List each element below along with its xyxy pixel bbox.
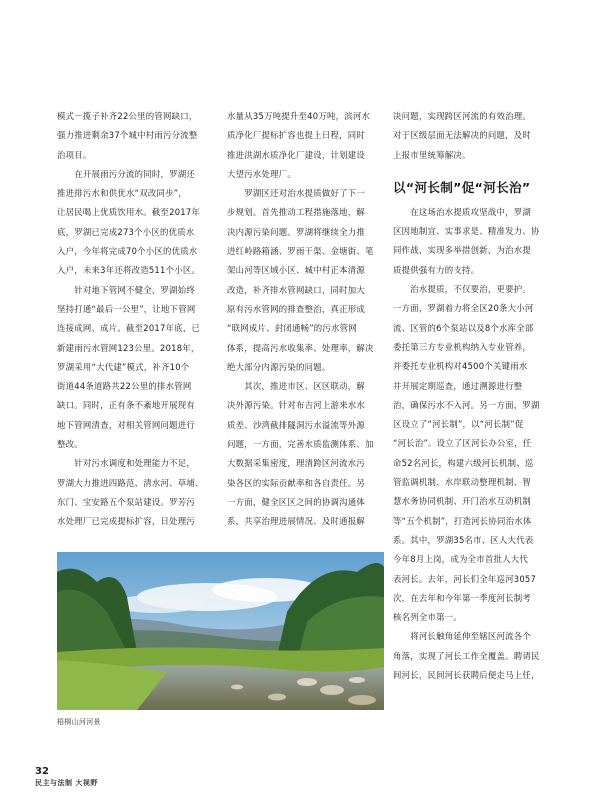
paragraph: 将河长触角延伸至辖区河流各个 角落，实现了河长工作全覆盖。聘请民 间河长，民间河长获聘后便走马上任， (393, 631, 540, 681)
page-number: 32 (35, 766, 49, 777)
paragraph: 其次，推进市区、区区联动，解 决外源污染。针对布吉河上游来水水 质差、沙湾截排隧洞污水溢流等外源 问题，一方面，完善水质监测体系、加 大数据采集密度，理清跨区河流水污 染各区的实际贡献率和各自责任。另 一方面，健全区区之间的协调沟通体 系，共享治理进展情况、及时通报解 (227, 381, 374, 527)
paragraph: 针对地下管网不健全，罗湖始终 坚持打通“最后一公里”，让地下管网 连接成网、成片。截至2017年底，已 新建雨污水管网123公里。2018年， 罗湖采用“大代建”模式，补齐10个 街道44条道路共22公里的排水管网 缺口。同时，正有条不紊地开展现有 地下管网清查，对相关管网问题进行 整改。 (57, 284, 201, 450)
paragraph: 在这场治水提质攻坚战中，罗湖 区因地制宜、实事求是、精准发力、协 同作战，实现多举措创新，为治水提 质提供强有力的支持。 (393, 206, 540, 275)
river-landscape-illustration (57, 552, 384, 710)
article-column-2 (227, 107, 387, 547)
paragraph: 在开展雨污分流的同时，罗湖还 推进排污水和供优水“双改同步”， 让居民喝上优质饮用水。截至2017年 底，罗湖已完成273个小区的优质水 入户，今年将完成70个小区的优质水 入户，未来3年还将改造511个小区。 (57, 168, 201, 276)
photo-caption: 梧桐山河河景 (57, 718, 101, 726)
paragraph: 水量从35万吨提升至40万吨，滨河水 质净化厂提标扩容也提上日程，同时 推进洪湖水质净化厂建设，计划建设 大望污水处理厂。 (227, 111, 371, 179)
river-photo (57, 552, 384, 710)
magazine-logo: 民主与法制 大视野 (35, 779, 98, 787)
paragraph: 决问题，实现跨区河流的有效治理。 对于区级层面无法解决的问题，及时 上报市里统筹解决。 (393, 111, 531, 160)
paragraph: 针对污水调度和处理能力不足， 罗湖大力推进四路范、清水河、草埔、 东门、宝安路五个泵站建设。罗芳污 水处理厂已完成提标扩容，日处理污 (57, 458, 204, 527)
paragraph: 治水提质，不仅要治，更要护。 一方面，罗湖着力将全区20条大小河 流、区管的6个泵站以及8个水库全部 委托第三方专业机构纳入专业管养， 并委托专业机构对4500个关键雨水 井开展定期巡查，通过溯源进行整 治，确保污水不入河。另一方面，罗湖 区设立了“河长制”，以“河长制”促 “河长治”。设立了区河长办公室，任 命52名河长，构建六级河长机制、巡 管监调机制、水岸联动整理机制、智 慧水务协同机制、开门治水互动机制 等“五个机制”，打造河长协同治水体 系。其中，罗湖35名市、区人大代表 今年8月上岗，成为全市首批人大代 表河长。去年，河长们全年巡河3057 次，在去年和今年第一季度河长制考 核名列全市第一。 (393, 284, 540, 623)
section-heading: 以“河长制”促“河长治” (393, 180, 531, 195)
paragraph: 罗湖区还对治水提质做好了下一 步规划。首先推动工程措施落地，解 决内源污染问题。罗湖将继续全力推 进红岭路箱涵、罗雨干渠、金塘街、笔 架山河等区域小区、城中村正本清源 改造，补齐排水管网缺口，同时加大 原有污水管网的排查整治，真正形成 “联网成片、封闭通畅”的污水管网 体系，提高污水收集率、处理率，解决 绝大部分内源污染的问题。 (227, 188, 374, 372)
article-column-1 (57, 107, 217, 547)
paragraph: 模式－揽子补齐22公里的管网缺口， 强力推进剩余37个城中村雨污分流整 治项目。 (57, 111, 198, 160)
article-column-3 (393, 107, 553, 727)
